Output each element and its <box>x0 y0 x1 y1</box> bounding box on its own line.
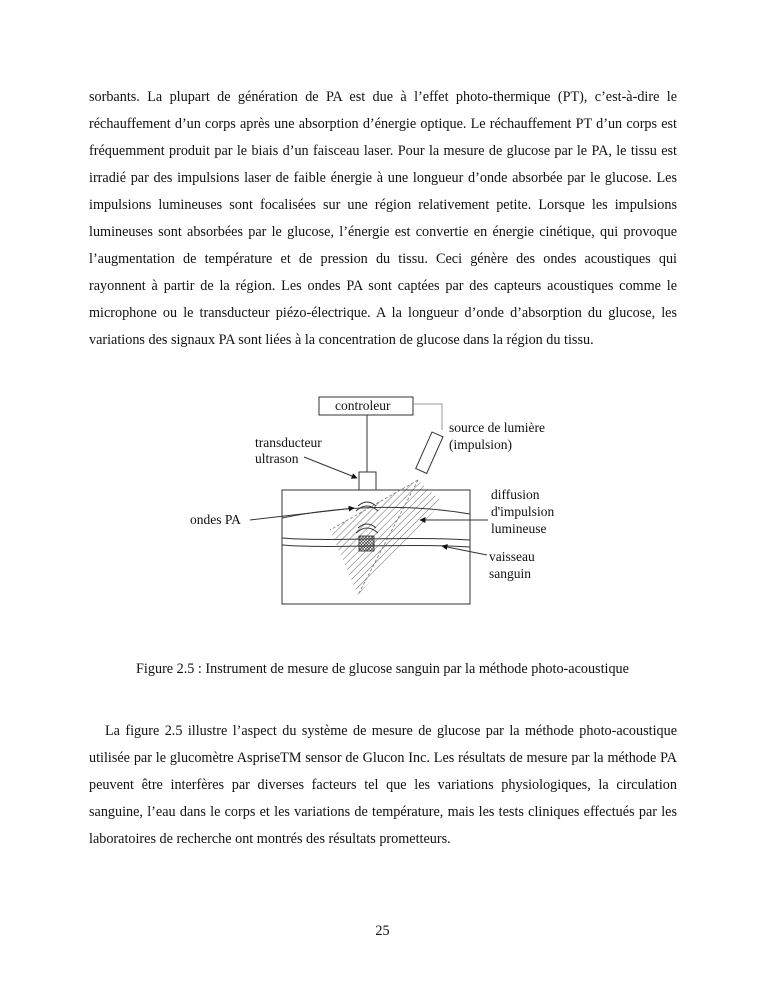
diffusion-label-line3: lumineuse <box>491 521 547 536</box>
vessel-label-line1: vaisseau <box>489 549 535 564</box>
figure-caption: Figure 2.5 : Instrument de mesure de glucose sanguin par la méthode photo-acoustique <box>136 661 629 677</box>
light-source-wire <box>413 404 442 430</box>
transducer-label-line1: transducteur <box>255 435 322 450</box>
paragraph-intro: sorbants. La plupart de génération de PA est due à l’effet photo-thermique (PT), c’est-à-dire le réchauffement d’un corps après une absorption d’énergie optique. Le réchauffement PT d’un corps est fréquemment produit par le biais d’un faisceau laser. Pour la mesure de glucose par le PA, le tissu est irradié par des impulsions laser de faible énergie à une longueur d’onde absorbée par le glucose. Les impulsions lumineuses sont focalisées sur une région relativement petite. Lorsque les impulsions lumineuses sont absorbées par le glucose, l’énergie est convertie en énergie cinétique, qui provoque l’augmentation de température et de pression du tissu. Ceci génère des ondes acoustiques qui rayonnent à partir de la région. Les ondes PA sont captées par des capteurs acoustiques comme le microphone ou le transducteur piézo-électrique. A la longueur d’onde d’absorption du glucose, les variations des signaux PA sont liées à la concentration de glucose dans la région du tissu. <box>89 89 677 348</box>
paragraph-figure-discussion: La figure 2.5 illustre l’aspect du système de mesure de glucose par la méthode photo-acoustique utilisée par le glucomètre AspriseTM sensor de Glucon Inc. Les résultats de mesure par la méthode PA peuvent être interfères par diverses facteurs tel que les variations physiologiques, la circulation sanguine, l’eau dans le corps et les variations de température, mais les tests cliniques effectués par les laboratoires de recherche ont montrés des résultats prometteurs. <box>89 723 677 847</box>
light-source-emitter <box>416 432 443 473</box>
controller-label: controleur <box>335 398 391 413</box>
ultrasound-transducer <box>359 472 376 490</box>
vessel-label-line2: sanguin <box>489 566 531 581</box>
transducer-label-line2: ultrason <box>255 451 299 466</box>
absorption-region <box>359 536 374 551</box>
page-number: 25 <box>375 923 390 939</box>
light-source-label-line1: source de lumière <box>449 420 545 435</box>
light-source-label-line2: (impulsion) <box>449 437 512 452</box>
diffusion-label-line2: d'impulsion <box>491 504 555 519</box>
pa-waves-label: ondes PA <box>190 512 241 527</box>
photoacoustic-diagram <box>180 390 560 615</box>
diffusion-label-line1: diffusion <box>491 487 540 502</box>
